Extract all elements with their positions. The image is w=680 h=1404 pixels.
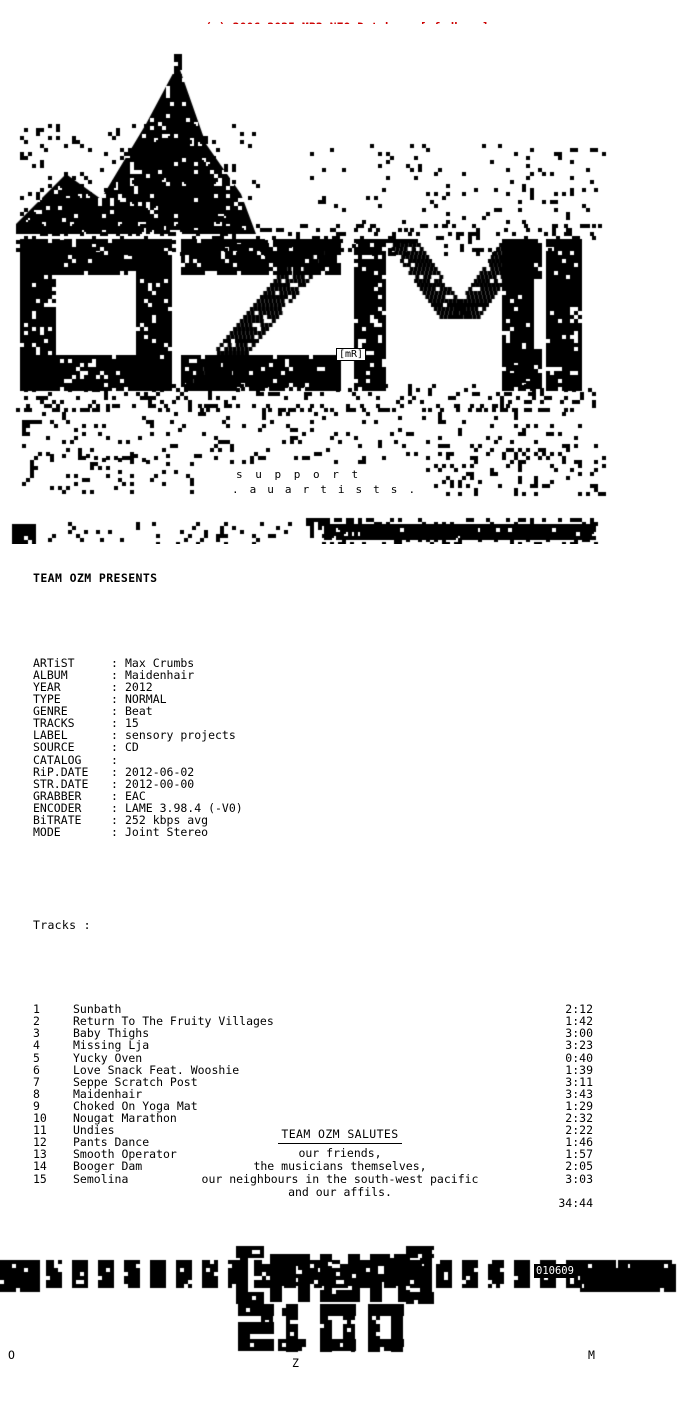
track-duration: 3:43: [565, 1086, 593, 1101]
info-value: EAC: [125, 788, 146, 803]
nfo-body: [33, 548, 633, 1334]
info-key: YEAR: [33, 679, 61, 694]
info-value: LAME 3.98.4 (-V0): [125, 800, 243, 815]
info-value: 2012-06-02: [125, 764, 195, 779]
ascii-logo-art: [6, 24, 674, 544]
track-number: 7: [33, 1074, 40, 1089]
track-row: [33, 1112, 593, 1124]
track-number: 6: [33, 1062, 40, 1077]
track-title: Choked On Yoga Mat: [73, 1098, 198, 1113]
info-key: TRACKS: [33, 716, 75, 731]
track-duration: 2:12: [565, 1002, 593, 1017]
track-number: 9: [33, 1098, 40, 1113]
corner-letter-o: O: [8, 1348, 15, 1362]
info-key: ALBUM: [33, 667, 68, 682]
info-separator: :: [111, 667, 118, 682]
track-number: 8: [33, 1086, 40, 1101]
info-separator: :: [111, 704, 118, 719]
track-duration: 2:22: [565, 1123, 593, 1138]
info-separator: :: [111, 655, 118, 670]
track-title: Baby Thighs: [73, 1026, 150, 1041]
track-title: Seppe Scratch Post: [73, 1074, 198, 1089]
total-duration: 34:44: [558, 1195, 593, 1210]
info-key: LABEL: [33, 728, 68, 743]
track-row: [33, 1064, 593, 1076]
info-value: NORMAL: [125, 692, 167, 707]
track-title: Maidenhair: [73, 1086, 143, 1101]
track-duration: 3:03: [565, 1171, 593, 1186]
track-number: 2: [33, 1014, 40, 1029]
mr-logo-tag: [mR]: [336, 348, 366, 361]
info-row: [33, 766, 243, 778]
track-duration: 3:11: [565, 1074, 593, 1089]
salutes-line-0: our friends,: [298, 1146, 382, 1160]
info-value: [125, 754, 243, 766]
track-number: 4: [33, 1038, 40, 1053]
info-key: MODE: [33, 825, 61, 840]
info-value: sensory projects: [125, 728, 236, 743]
info-separator: :: [111, 740, 118, 755]
ascii-art-canvas: [6, 24, 674, 544]
info-separator: :: [111, 716, 118, 731]
track-duration: 1:29: [565, 1098, 593, 1113]
track-duration: 3:00: [565, 1026, 593, 1041]
corner-letter-m: M: [588, 1348, 595, 1362]
track-title: Undies: [73, 1123, 115, 1138]
track-title: Booger Dam: [73, 1159, 143, 1174]
track-number: 5: [33, 1050, 40, 1065]
track-number: 11: [33, 1123, 47, 1138]
release-info-table: [33, 657, 243, 838]
info-row: [33, 778, 243, 790]
tracks-heading: Tracks :: [33, 917, 91, 932]
track-number: 13: [33, 1147, 47, 1162]
info-value: Max Crumbs: [125, 655, 195, 670]
track-duration: 2:05: [565, 1159, 593, 1174]
info-separator: :: [111, 825, 118, 840]
info-value: 252 kbps avg: [125, 812, 209, 827]
info-separator: :: [111, 788, 118, 803]
info-key: GRABBER: [33, 788, 82, 803]
nfodb-header-banner: [0, 0, 680, 18]
info-row: [33, 826, 243, 838]
info-value: Maidenhair: [125, 667, 195, 682]
track-title: Nougat Marathon: [73, 1111, 177, 1126]
support-line-1: s u p p o r t: [236, 468, 362, 481]
info-separator: :: [111, 764, 118, 779]
info-key: CATALOG: [33, 752, 82, 767]
track-duration: 1:46: [565, 1135, 593, 1150]
info-key: TYPE: [33, 692, 61, 707]
info-value: 2012: [125, 679, 153, 694]
track-number: 12: [33, 1135, 47, 1150]
salutes-divider: [278, 1143, 402, 1144]
track-duration: 1:42: [565, 1014, 593, 1029]
info-value: CD: [125, 740, 139, 755]
support-line-2: . a u a r t i s t s .: [232, 483, 418, 496]
track-number: 14: [33, 1159, 47, 1174]
track-row: [33, 1052, 593, 1064]
info-value: 15: [125, 716, 139, 731]
info-separator: :: [111, 679, 118, 694]
presents-line: TEAM OZM PRESENTS: [33, 571, 158, 586]
track-number: 3: [33, 1026, 40, 1041]
info-key: GENRE: [33, 704, 68, 719]
track-duration: 2:32: [565, 1111, 593, 1126]
info-key: RiP.DATE: [33, 764, 89, 779]
info-separator: :: [111, 692, 118, 707]
track-row: [33, 1039, 593, 1051]
info-separator: :: [111, 776, 118, 791]
track-title: Love Snack Feat. Wooshie: [73, 1062, 240, 1077]
corner-letter-z: Z: [292, 1356, 299, 1370]
salutes-line-2: our neighbours in the south-west pacific: [201, 1172, 479, 1186]
track-duration: 0:40: [565, 1050, 593, 1065]
info-separator: :: [111, 800, 118, 815]
info-row: [33, 754, 243, 766]
info-key: ENCODER: [33, 800, 82, 815]
salutes-title: TEAM OZM SALUTES: [281, 1127, 399, 1141]
salutes-line-1: the musicians themselves,: [253, 1159, 427, 1173]
salutes-block: [0, 1128, 680, 1199]
info-key: ARTiST: [33, 655, 75, 670]
track-number: 1: [33, 1002, 40, 1017]
info-row: [33, 741, 243, 753]
info-separator: :: [111, 752, 118, 767]
track-duration: 1:57: [565, 1147, 593, 1162]
info-value: Beat: [125, 704, 153, 719]
track-duration: 3:23: [565, 1038, 593, 1053]
track-title: Semolina: [73, 1171, 129, 1186]
track-title: Pants Dance: [73, 1135, 150, 1150]
info-key: STR.DATE: [33, 776, 89, 791]
info-key: SOURCE: [33, 740, 75, 755]
track-duration: 1:39: [565, 1062, 593, 1077]
info-value: Joint Stereo: [125, 825, 209, 840]
track-title: Yucky Oven: [73, 1050, 143, 1065]
track-title: Sunbath: [73, 1002, 122, 1017]
release-datestamp: 010609: [536, 1265, 574, 1277]
track-title: Missing Lja: [73, 1038, 150, 1053]
bottom-ascii-logo: [0, 1238, 680, 1358]
salutes-line-3: and our affils.: [288, 1185, 392, 1199]
info-separator: :: [111, 728, 118, 743]
info-value: 2012-00-00: [125, 776, 195, 791]
info-key: BiTRATE: [33, 812, 82, 827]
track-title: Smooth Operator: [73, 1147, 177, 1162]
info-separator: :: [111, 812, 118, 827]
track-title: Return To The Fruity Villages: [73, 1014, 274, 1029]
nfo-document: [0, 18, 680, 1404]
track-number: 10: [33, 1111, 47, 1126]
track-number: 15: [33, 1171, 47, 1186]
bottom-logo-canvas: [0, 1238, 680, 1358]
